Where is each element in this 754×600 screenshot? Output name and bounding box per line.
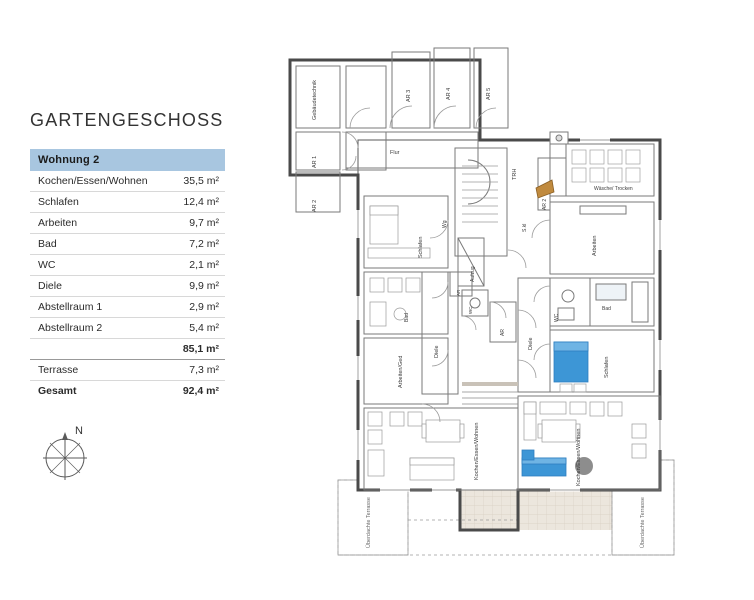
total-label: Gesamt: [30, 381, 149, 402]
room-label: Diele: [30, 276, 149, 297]
label-flur: Flur: [390, 150, 400, 156]
table-row: [30, 213, 225, 234]
table-row: [30, 234, 225, 255]
label-ar2-right: AR 2: [542, 198, 548, 210]
label-wg: Wg: [442, 220, 448, 228]
label-terrasse-left: Überdachte Terrasse: [366, 497, 372, 548]
label-arbeiten: Arbeiten: [592, 235, 598, 256]
total-row: [30, 381, 225, 402]
table-row: [30, 276, 225, 297]
label-ar1: AR 1: [312, 155, 318, 168]
label-ar4: AR 4: [446, 87, 452, 100]
label-ar3: AR 3: [406, 89, 412, 102]
floorplan-svg: [250, 20, 720, 580]
label-wc-left: WC: [468, 306, 473, 314]
room-area: 5,4 m²: [149, 318, 225, 339]
room-area: 2,1 m²: [149, 255, 225, 276]
room-label: WC: [30, 255, 149, 276]
label-trh: TRH: [512, 168, 518, 180]
room-area-table: [30, 171, 225, 401]
label-wc-right: WC: [554, 313, 560, 322]
floorplan-drawing: [250, 20, 720, 580]
room-area: 12,4 m²: [149, 192, 225, 213]
room-area: 9,7 m²: [149, 213, 225, 234]
label-schlafen-right: Schlafen: [604, 356, 610, 378]
label-kochen-right: Kochen/Essen/Wohnen: [576, 428, 582, 486]
label-arbeiten-ged: Arbeiten/Ged: [398, 355, 404, 388]
label-aufzug: Aufzug: [470, 266, 476, 282]
label-sk: S.kl: [522, 223, 528, 232]
table-row: [30, 171, 225, 192]
terrace-area: 7,3 m²: [149, 360, 225, 381]
compass-rose: [30, 418, 100, 488]
bed-right: [554, 342, 588, 382]
label-bad-right: Bad: [602, 306, 611, 312]
legend-panel: [30, 110, 225, 401]
subtotal-label: [30, 339, 149, 360]
label-diele-left: Diele: [434, 345, 440, 358]
total-area: 92,4 m²: [149, 381, 225, 402]
table-row: [30, 297, 225, 318]
room-label: Schlafen: [30, 192, 149, 213]
label-ar-left: AR: [456, 289, 461, 296]
label-kochen-left: Kochen/Essen/Wohnen: [474, 422, 480, 480]
subtotal-area: 85,1 m²: [149, 339, 225, 360]
subtotal-row: [30, 339, 225, 360]
compass-north-label: N: [75, 425, 83, 437]
label-bad-left: Bad: [404, 313, 410, 322]
terrace-label: Terrasse: [30, 360, 149, 381]
label-diele-right: Diele: [528, 337, 534, 350]
room-area: 7,2 m²: [149, 234, 225, 255]
table-row: [30, 192, 225, 213]
room-area: 35,5 m²: [149, 171, 225, 192]
room-label: Abstellraum 2: [30, 318, 149, 339]
room-area: 9,9 m²: [149, 276, 225, 297]
terrace-row: [30, 360, 225, 381]
page-title: GARTENGESCHOSS: [30, 110, 224, 130]
label-ar-right: AR: [500, 329, 506, 336]
room-area: 2,9 m²: [149, 297, 225, 318]
label-wasche-trocken: Wäsche/ Trocken: [594, 186, 633, 192]
unit-badge: Wohnung 2: [30, 149, 225, 171]
room-label: Arbeiten: [30, 213, 149, 234]
label-terrasse-right: Überdachte Terrasse: [640, 497, 646, 548]
label-ar5: AR 5: [486, 87, 492, 100]
dining-right: [538, 420, 580, 442]
table-row: [30, 318, 225, 339]
label-ar2-left: AR 2: [312, 199, 318, 212]
label-schlafen-left: Schlafen: [418, 236, 424, 258]
room-label: Abstellraum 1: [30, 297, 149, 318]
room-label: Bad: [30, 234, 149, 255]
label-gebaeudetechnik: Gebäudetechnik: [312, 79, 318, 120]
utility-box: [550, 132, 568, 144]
table-row: [30, 255, 225, 276]
room-label: Kochen/Essen/Wohnen: [30, 171, 149, 192]
